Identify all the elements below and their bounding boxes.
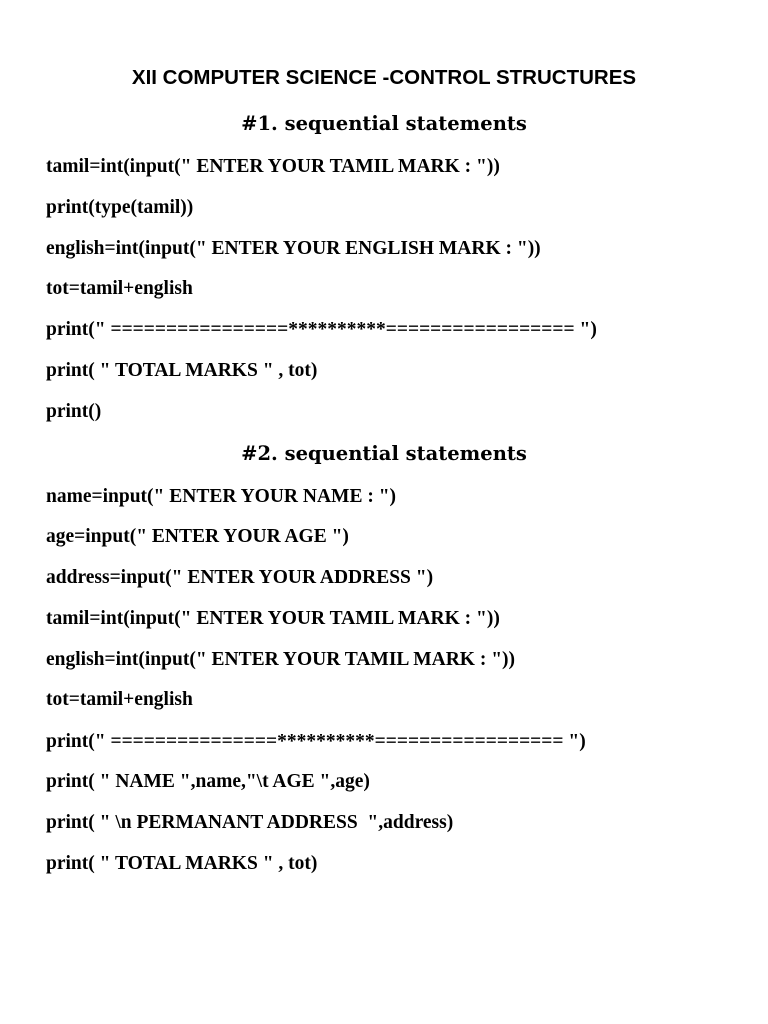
- document-title: XII COMPUTER SCIENCE -CONTROL STRUCTURES: [131, 66, 637, 89]
- section-1-code-line-6: print( " TOTAL MARKS " , tot): [46, 360, 318, 381]
- section-2-code-line-4: tamil=int(input(" ENTER YOUR TAMIL MARK : ")): [46, 608, 500, 629]
- section-1-heading: #1. sequential statements: [241, 112, 527, 135]
- section-2-code-line-8: print( " NAME ",name,"\t AGE ",age): [46, 771, 370, 792]
- section-1-code-line-2: print(type(tamil)): [46, 197, 194, 218]
- section-1-code-line-1: tamil=int(input(" ENTER YOUR TAMIL MARK : ")): [46, 156, 500, 177]
- section-1-code-line-3: english=int(input(" ENTER YOUR ENGLISH MARK : ")): [46, 238, 541, 259]
- section-2-code-line-1: name=input(" ENTER YOUR NAME : "): [46, 486, 397, 507]
- section-2-code-line-10: print( " TOTAL MARKS " , tot): [46, 853, 318, 874]
- section-2-code-line-6: tot=tamil+english: [46, 689, 193, 710]
- section-1-code-line-4: tot=tamil+english: [46, 278, 193, 299]
- section-2-code-line-2: age=input(" ENTER YOUR AGE "): [46, 526, 349, 547]
- section-2-code-line-5: english=int(input(" ENTER YOUR TAMIL MARK : ")): [46, 649, 516, 670]
- section-2-code-line-9: print( " \n PERMANANT ADDRESS ",address): [46, 812, 454, 833]
- section-2-code-line-3: address=input(" ENTER YOUR ADDRESS "): [46, 567, 434, 588]
- section-1-code-line-5: print(" ================**********================= "): [46, 319, 597, 340]
- section-1-code-line-7: print(): [46, 401, 102, 422]
- section-2-heading: #2. sequential statements: [241, 442, 527, 465]
- section-2-code-line-7: print(" ===============**********================= "): [46, 731, 586, 752]
